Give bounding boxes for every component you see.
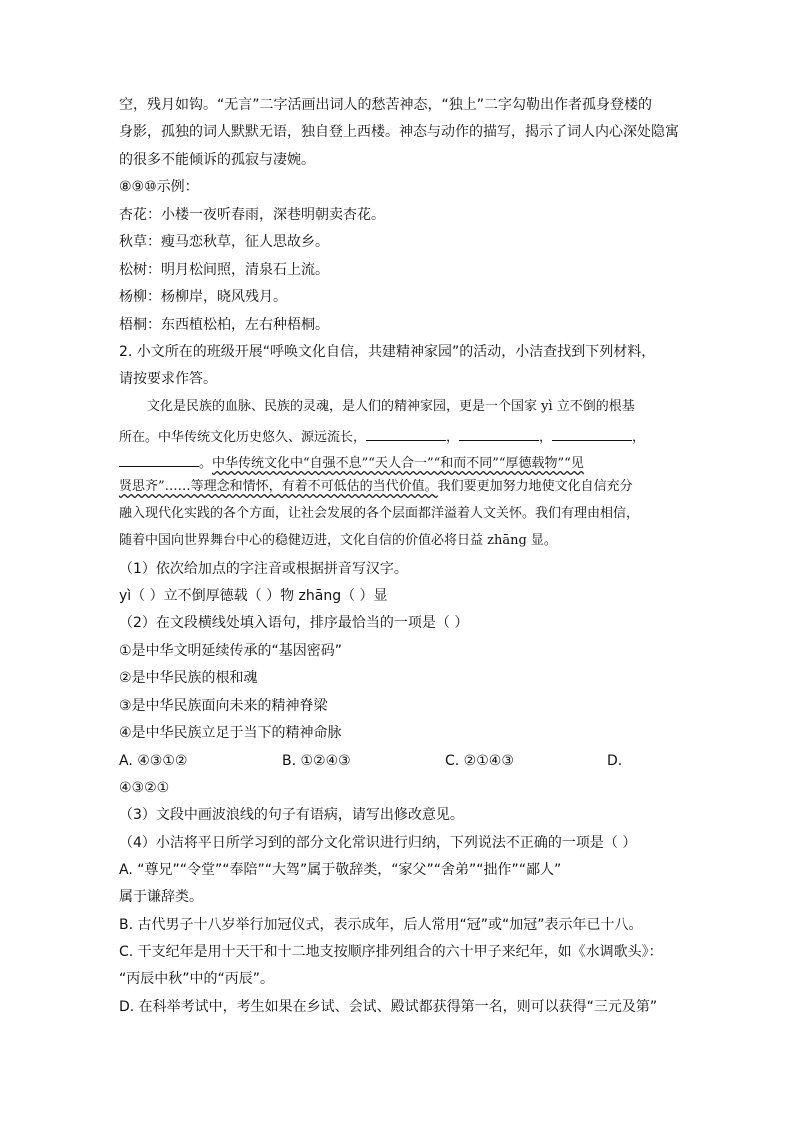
fill-blank-2[interactable] <box>459 426 539 441</box>
choice-a-line-1[interactable]: A. “尊兄”“令堂”“奉陪”“大驾”属于敬辞类，“家父”“舍弟”“拙作”“鄙人” <box>119 862 562 878</box>
option-a[interactable]: A. ④③①② <box>119 753 188 769</box>
passage-line-2 <box>119 426 645 447</box>
sub-question-4-prompt: （4）小洁将平日所学习到的部分文化常识进行归纳，下列说法不正确的一项是（ ） <box>119 835 637 851</box>
example-heading: ⑧⑨⑩示例： <box>119 179 199 195</box>
separator: ， <box>539 430 553 445</box>
choice-a-line-2: 属于谦辞类。 <box>119 889 203 905</box>
separator: ， <box>446 430 460 445</box>
passage-line-1: 文化是民族的血脉、民族的灵魂，是人们的精神家园，更是一个国家 yì 立不倒的根基 <box>147 399 635 414</box>
option-d-continued: ④③②① <box>119 780 170 796</box>
sentence-item-1: ①是中华文明延续传承的“基因密码” <box>119 643 343 659</box>
passage-line-4 <box>119 478 633 496</box>
sentence-item-3: ③是中华民族面向未来的精神脊梁 <box>119 698 328 714</box>
fill-blank-4[interactable] <box>119 452 199 467</box>
option-b[interactable]: B. ①②④③ <box>282 753 351 769</box>
example-parasol: 梧桐：东西植松柏，左右种梧桐。 <box>119 317 329 333</box>
fill-blank-1[interactable] <box>366 426 446 441</box>
wavy-sentence-part-2: 贤思齐”……等理念和情怀，有着不可低估的当代价值。 <box>119 479 438 494</box>
passage-line-6: 随着中国向世界舞台中心的稳健迈进，文化自信的价值必将日益 zhāng 显。 <box>119 533 557 548</box>
option-c[interactable]: C. ②①④③ <box>445 753 514 769</box>
answer-line-3: 的很多不能倾诉的孤寂与凄婉。 <box>119 152 315 168</box>
passage-line-5: 融入现代化实践的各个方面，让社会发展的各个层面都洋溢着人文关怀。我们有理由相信， <box>119 506 640 521</box>
separator: ， <box>632 430 646 445</box>
sub-question-3-prompt: （3）文段中画波浪线的句子有语病，请写出修改意见。 <box>119 807 464 823</box>
example-autumn-grass: 秋草：瘦马恋秋草，征人思故乡。 <box>119 234 329 250</box>
question-2-stem: 2. 小文所在的班级开展“呼唤文化自信，共建精神家园”的活动，小洁查找到下列材料， <box>119 344 656 360</box>
question-2-stem-cont: 请按要求作答。 <box>119 371 217 387</box>
example-willow: 杨柳：杨柳岸，晓风残月。 <box>119 289 287 305</box>
choice-c-line-1[interactable]: C. 干支纪年是用十天干和十二地支按顺序排列组合的六十甲子来纪年，如《水调歌头》： <box>119 944 663 960</box>
passage-line-3 <box>119 452 584 473</box>
sentence-item-4: ④是中华民族立足于当下的精神命脉 <box>119 725 342 741</box>
example-apricot: 杏花：小楼一夜听春雨，深巷明朝卖杏花。 <box>119 207 385 223</box>
fill-blank-3[interactable] <box>552 426 632 441</box>
sentence-item-2: ②是中华民族的根和魂 <box>119 670 258 686</box>
wavy-sentence-part-1: 中华传统文化中“自强不息”“天人合一”“和而不同”“厚德载物”“见 <box>212 456 584 471</box>
choice-d-line-1[interactable]: D. 在科举考试中，考生如果在乡试、会试、殿试都获得第一名，则可以获得“三元及第” <box>119 999 658 1015</box>
period: 。 <box>199 456 213 471</box>
option-d[interactable]: D. <box>607 753 623 769</box>
choice-b[interactable]: B. 古代男子十八岁举行加冠仪式，表示成年，后人常用“冠”或“加冠”表示年已十八。 <box>119 917 643 933</box>
sub-question-1-answer-line: yì（ ）立不倒厚德载（ ）物 zhāng（ ）显 <box>119 588 388 604</box>
example-pine: 松树：明月松间照，清泉石上流。 <box>119 262 329 278</box>
sub-question-1-prompt: （1）依次给加点的字注音或根据拼音写汉字。 <box>119 561 408 577</box>
sub-question-2-prompt: （2）在文段横线处填入语句，排序最恰当的一项是（ ） <box>119 615 469 631</box>
answer-line-2: 身影，孤独的词人默默无语，独自登上西楼。神态与动作的描写，揭示了词人内心深处隐寓 <box>119 124 679 140</box>
choice-c-line-2: “丙辰中秋”中的“丙辰”。 <box>119 971 275 987</box>
passage-line-2-text: 所在。中华传统文化历史悠久、源远流长， <box>119 430 367 445</box>
answer-line-1: 空，残月如钩。“无言”二字活画出词人的愁苦神态，“独上”二字勾勒出作者孤身登楼的 <box>119 97 653 113</box>
passage-line-4-rest: 我们要更加努力地使文化自信充分 <box>437 479 633 494</box>
